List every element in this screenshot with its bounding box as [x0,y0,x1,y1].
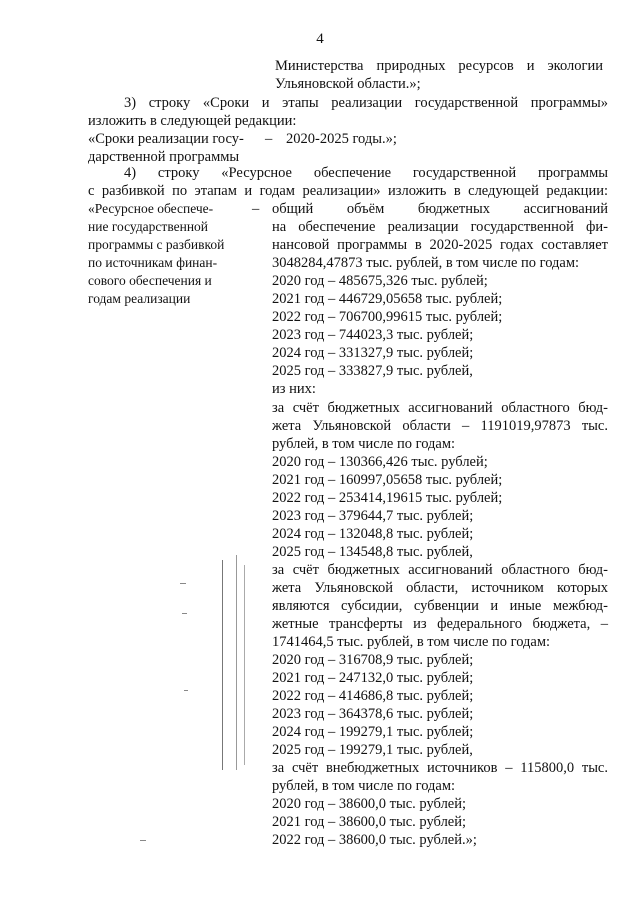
item4-line-1: 4) строку «Ресурсное обеспечение государственной программы [124,165,608,181]
left-column-dash: – [252,201,260,217]
regional-year-line: 2022 год – 253414,19615 тыс. рублей; [272,490,503,506]
federal-text-line: жетные трансферты из федерального бюджета, – [272,616,608,632]
total-year-line: 2025 год – 333827,9 тыс. рублей, [272,363,473,379]
item3-row-value: 2020-2025 годы.»; [286,131,397,147]
total-year-line: 2023 год – 744023,3 тыс. рублей; [272,327,474,343]
scan-artifact-tick [180,583,186,584]
item4-line-2: с разбивкой по этапам и годам реализации» изложить в следующей редакции: [88,183,608,199]
extra-year-line: 2020 год – 38600,0 тыс. рублей; [272,796,467,812]
regional-year-line: 2023 год – 379644,7 тыс. рублей; [272,508,474,524]
total-year-line: 2020 год – 485675,326 тыс. рублей; [272,273,488,289]
total-year-line: 2024 год – 331327,9 тыс. рублей; [272,345,474,361]
federal-year-line: 2025 год – 199279,1 тыс. рублей, [272,742,473,758]
federal-text-line: являются субсидии, субвенции и иные межбюд- [272,598,608,614]
left-column-line: сового обеспечения и [88,273,212,288]
regional-year-line: 2024 год – 132048,8 тыс. рублей; [272,526,474,542]
regional-year-line: 2025 год – 134548,8 тыс. рублей, [272,544,473,560]
scan-artifact-tick [184,690,188,691]
regional-text-line: рублей, в том числе по годам: [272,436,456,452]
federal-text-line: 1741464,5 тыс. рублей, в том числе по годам: [272,634,551,650]
total-text-line: на обеспечение реализации государственной фи- [272,219,608,235]
federal-year-line: 2021 год – 247132,0 тыс. рублей; [272,670,474,686]
page-number: 4 [316,31,324,47]
extra-year-line: 2021 год – 38600,0 тыс. рублей; [272,814,467,830]
federal-text-line: за счёт бюджетных ассигнований областного бюд- [272,562,608,578]
federal-year-line: 2023 год – 364378,6 тыс. рублей; [272,706,474,722]
scan-artifact-tick [140,840,146,841]
federal-year-line: 2020 год – 316708,9 тыс. рублей; [272,652,474,668]
scan-artifact-tick [182,613,187,614]
scan-artifact-line [236,555,237,770]
total-year-line: 2022 год – 706700,99615 тыс. рублей; [272,309,503,325]
left-column-line: годам реализации [88,291,191,306]
federal-year-line: 2022 год – 414686,8 тыс. рублей; [272,688,474,704]
left-column-line: программы с разбивкой [88,237,225,252]
federal-year-line: 2024 год – 199279,1 тыс. рублей; [272,724,474,740]
extra-text-line: за счёт внебюджетных источников – 115800,0 тыс. [272,760,608,776]
federal-text-line: жета Ульяновской области, источником которых [272,580,608,596]
left-column-line: по источникам финан- [88,255,218,270]
extra-year-line: 2022 год – 38600,0 тыс. рублей.»; [272,832,477,848]
of-them-label: из них: [272,381,316,397]
item3-row-label-2: дарственной программы [88,149,240,165]
intro-line-1: Министерства природных ресурсов и экологии [275,58,603,74]
regional-text-line: жета Ульяновской области – 1191019,97873 тыс. [272,418,608,434]
item3-line-1: 3) строку «Сроки и этапы реализации государственной программы» [124,95,608,111]
extra-text-line: рублей, в том числе по годам: [272,778,456,794]
regional-year-line: 2021 год – 160997,05658 тыс. рублей; [272,472,503,488]
total-text-line: общий объём бюджетных ассигнований [272,201,608,217]
regional-text-line: за счёт бюджетных ассигнований областного бюд- [272,400,608,416]
item3-row-label-1: «Сроки реализации госу- [88,131,244,147]
total-text-line: нансовой программы в 2020-2025 годах составляет [272,237,608,253]
total-text-line: 3048284,47873 тыс. рублей, в том числе по годам: [272,255,580,271]
left-column-line: ние государственной [88,219,209,234]
left-column-line: «Ресурсное обеспече- [88,201,214,216]
item3-row-dash: – [265,131,273,147]
scan-artifact-line [222,560,223,770]
scan-artifact-line [244,565,245,765]
intro-line-2: Ульяновской области.»; [275,76,421,92]
total-year-line: 2021 год – 446729,05658 тыс. рублей; [272,291,503,307]
regional-year-line: 2020 год – 130366,426 тыс. рублей; [272,454,488,470]
item3-line-2: изложить в следующей редакции: [88,113,297,129]
